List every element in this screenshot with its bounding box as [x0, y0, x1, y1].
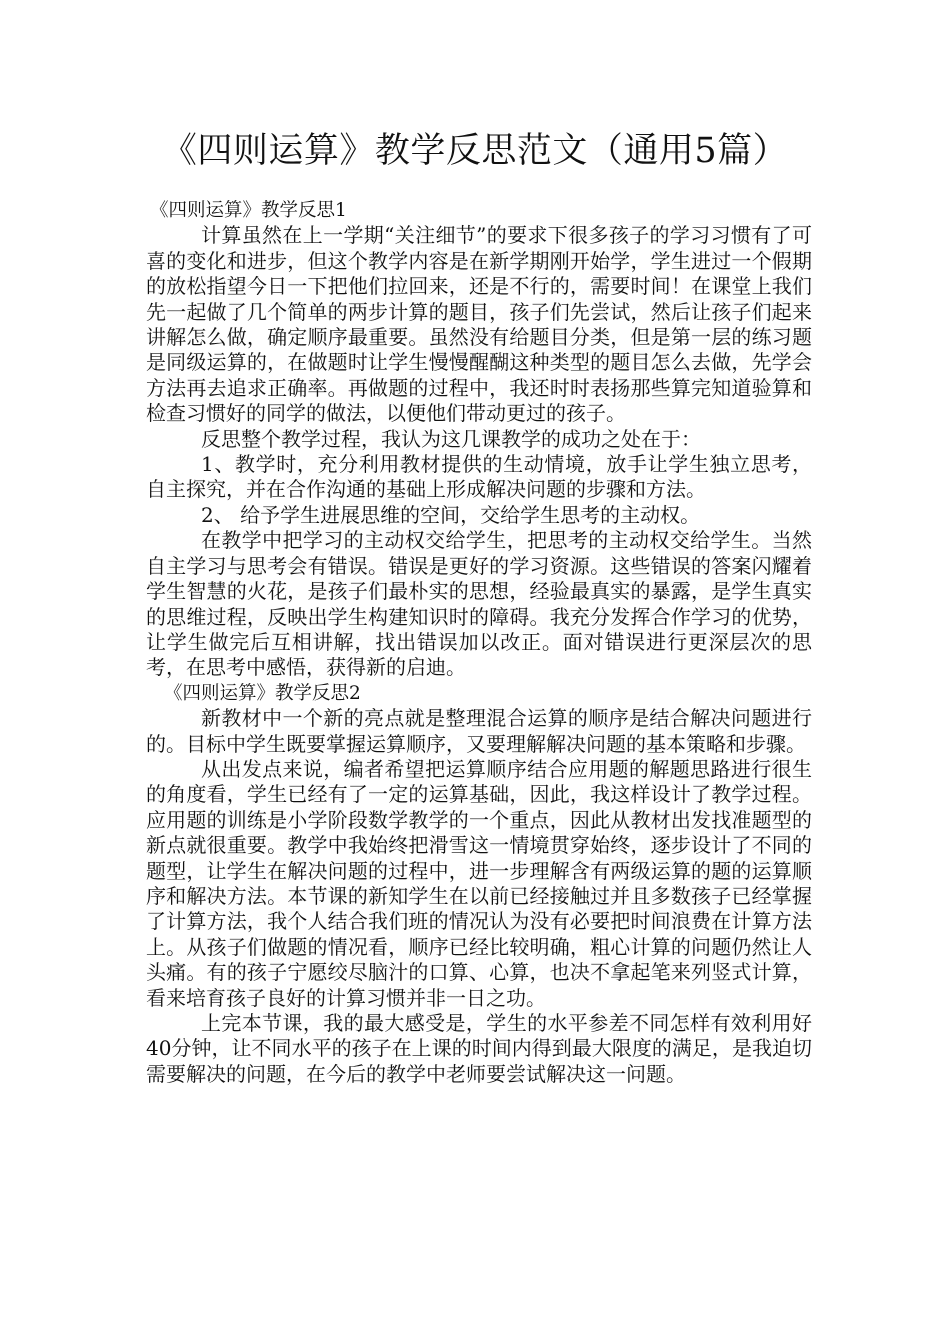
section-heading: 《四则运算》教学反思2	[164, 682, 361, 704]
body-paragraph: 计算虽然在上一学期“关注细节”的要求下很多孩子的学习习惯有了可喜的变化和进步，但这个教学内容是在新学期刚开始学，学生进过一个假期的放松指望今日一下把他们拉回来，还是不行的，需要时间！在课堂上我们先一起做了几个简单的两步计算的题目，孩子们先尝试，然后让孩子们起来讲解怎么做，确定顺序最重要。虽然没有给题目分类，但是第一层的练习题是同级运算的，在做题时让学生慢慢醒醐这种类型的题目怎么去做，先学会方法再去追求正确率。再做题的过程中，我还时时表扬那些算完知道验算和检查习惯好的同学的做法，以便他们带动更过的孩子。	[146, 223, 812, 426]
body-paragraph: 1、教学时，充分利用教材提供的生动情境，放手让学生独立思考，自主探究，并在合作沟通的基础上形成解决问题的步骤和方法。	[146, 452, 812, 502]
body-paragraph: 从出发点来说，编者希望把运算顺序结合应用题的解题思路进行很生的角度看，学生已经有了一定的运算基础，因此，我这样设计了教学过程。应用题的训练是小学阶段数学教学的一个重点，因此从教材出发找准题型的新点就很重要。教学中我始终把滑雪这一情境贯穿始终，逐步设计了不同的题型，让学生在解决问题的过程中，进一步理解含有两级运算的题的运算顺序和解决方法。本节课的新知学生在以前已经接触过并且多数孩子已经掌握了计算方法，我个人结合我们班的情况认为没有必要把时间浪费在计算方法上。从孩子们做题的情况看，顺序已经比较明确，粗心计算的问题仍然让人头痛。有的孩子宁愿绞尽脑汁的口算、心算，也决不拿起笔来列竖式计算，看来培育孩子良好的计算习惯并非一日之功。	[146, 756, 812, 1010]
document-body	[146, 198, 812, 1087]
body-paragraph: 新教材中一个新的亮点就是整理混合运算的顺序是结合解决问题进行的。目标中学生既要掌握运算顺序，又要理解解决问题的基本策略和步骤。	[146, 706, 812, 756]
body-paragraph: 反思整个教学过程，我认为这几课教学的成功之处在于：	[201, 426, 701, 451]
body-paragraph: 在教学中把学习的主动权交给学生，把思考的主动权交给学生。当然自主学习与思考会有错误。错误是更好的学习资源。这些错误的答案闪耀着学生智慧的火花，是孩子们最朴实的思想，经验最真实的暴露，是学生真实的思维过程，反映出学生构建知识时的障碍。我充分发挥合作学习的优势，让学生做完后互相讲解，找出错误加以改正。面对错误进行更深层次的思考，在思考中感悟，获得新的启迪。	[146, 528, 812, 680]
body-paragraph: 上完本节课，我的最大感受是，学生的水平参差不同怎样有效利用好40分钟，让不同水平的孩子在上课的时间内得到最大限度的满足，是我迫切需要解决的问题，在今后的教学中老师要尝试解决这一问题。	[146, 1011, 812, 1086]
document-title: 《四则运算》教学反思范文（通用5篇）	[161, 131, 789, 171]
body-paragraph: 2、 给予学生进展思维的空间，交给学生思考的主动权。	[201, 502, 701, 527]
section-heading: 《四则运算》教学反思1	[150, 200, 347, 221]
